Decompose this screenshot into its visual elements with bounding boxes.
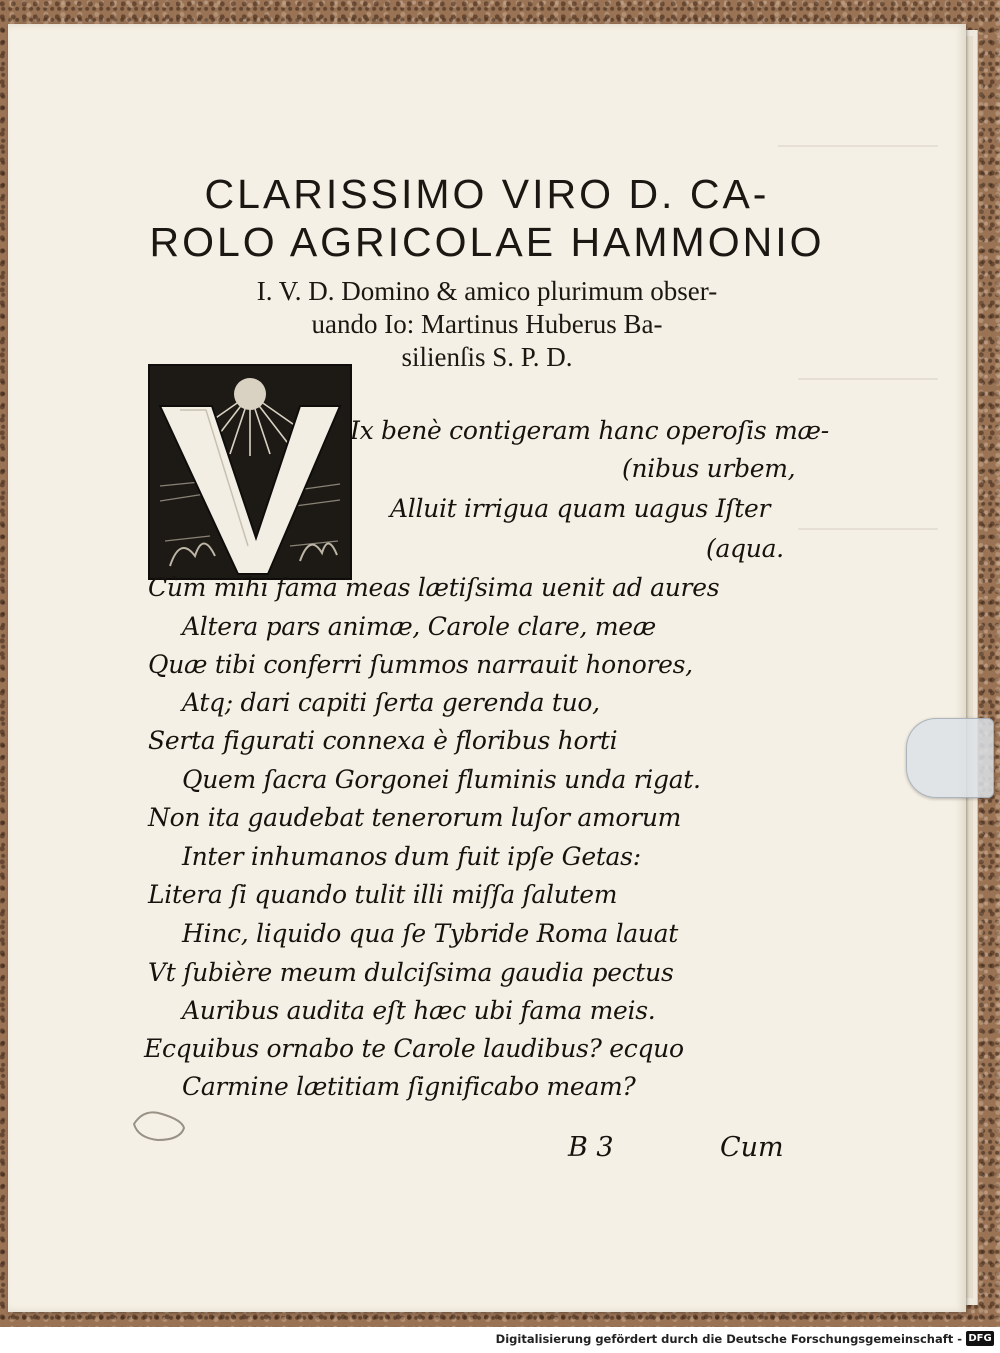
verse-line-5: Cùm mihi fama meas lætiſsima uenit ad aures	[148, 573, 720, 602]
verse-line-18: Carmine lætitiam ſignificabo meam?	[182, 1072, 636, 1101]
title-line-5: silienſis S. P. D.	[401, 342, 573, 372]
bleed-through-mark	[798, 504, 938, 530]
footer-bar	[0, 1327, 1000, 1353]
verse-line-12: Inter inhumanos dum fuit ipſe Getas:	[182, 842, 641, 871]
title-line-4: uando Io: Martinus Huberus Ba-	[311, 309, 663, 339]
ink-smudge	[128, 1104, 190, 1144]
funding-credit: Digitalisierung gefördert durch die Deutsche Forschungsgemeinschaft -	[495, 1332, 962, 1346]
verse-line-16: Auribus audita eſt hæc ubi fama meis.	[182, 996, 656, 1025]
bleed-through-mark	[778, 119, 938, 147]
signature-mark: B 3	[568, 1132, 614, 1163]
dfg-logo: DFG	[966, 1331, 994, 1346]
verse-line-2: (nibus urbem,	[622, 454, 796, 483]
title-line-2: ROLO AGRICOLAE HAMMONIO	[149, 219, 825, 265]
book-page	[8, 24, 966, 1312]
title-line-3: I. V. D. Domino & amico plurimum obser-	[256, 276, 718, 306]
woodcut-initial	[148, 364, 352, 580]
verse-line-7: Quæ tibi conferri ſummos narrauit honores,	[148, 650, 693, 679]
title-line-1: CLARISSIMO VIRO D. CA-	[204, 171, 770, 217]
verse-line-9: Serta figurati connexa è floribus horti	[148, 726, 618, 755]
verse-line-11: Non ita gaudebat tenerorum luſor amorum	[148, 803, 682, 832]
verse-line-14: Hinc, liquido qua ſe Tybride Roma lauat	[182, 919, 679, 948]
verse-line-6: Altera pars animæ, Carole clare, meæ	[182, 612, 656, 641]
verse-line-8: Atq; dari capiti ſerta gerenda tuo,	[182, 688, 600, 717]
verse-line-13: Litera ſi quando tulit illi miſſa ſalutem	[148, 880, 618, 909]
woodcut-initial-art	[150, 366, 350, 578]
plastic-page-tab	[906, 718, 994, 798]
verse-line-17: Ecquibus ornabo te Carole laudibus? ecquo	[144, 1034, 684, 1063]
verse-line-3: Alluit irrigua quam uagus Iſter	[390, 494, 771, 523]
verse-line-4: (aqua.	[706, 534, 784, 563]
verse-line-10: Quem ſacra Gorgonei fluminis unda rigat.	[182, 765, 701, 794]
catchword: Cum	[720, 1132, 784, 1163]
verse-line-1: Ix benè contigeram hanc operoſis mæ-	[350, 416, 829, 445]
verse-line-15: Vt ſubière meum dulciſsima gaudia pectus	[148, 958, 674, 987]
